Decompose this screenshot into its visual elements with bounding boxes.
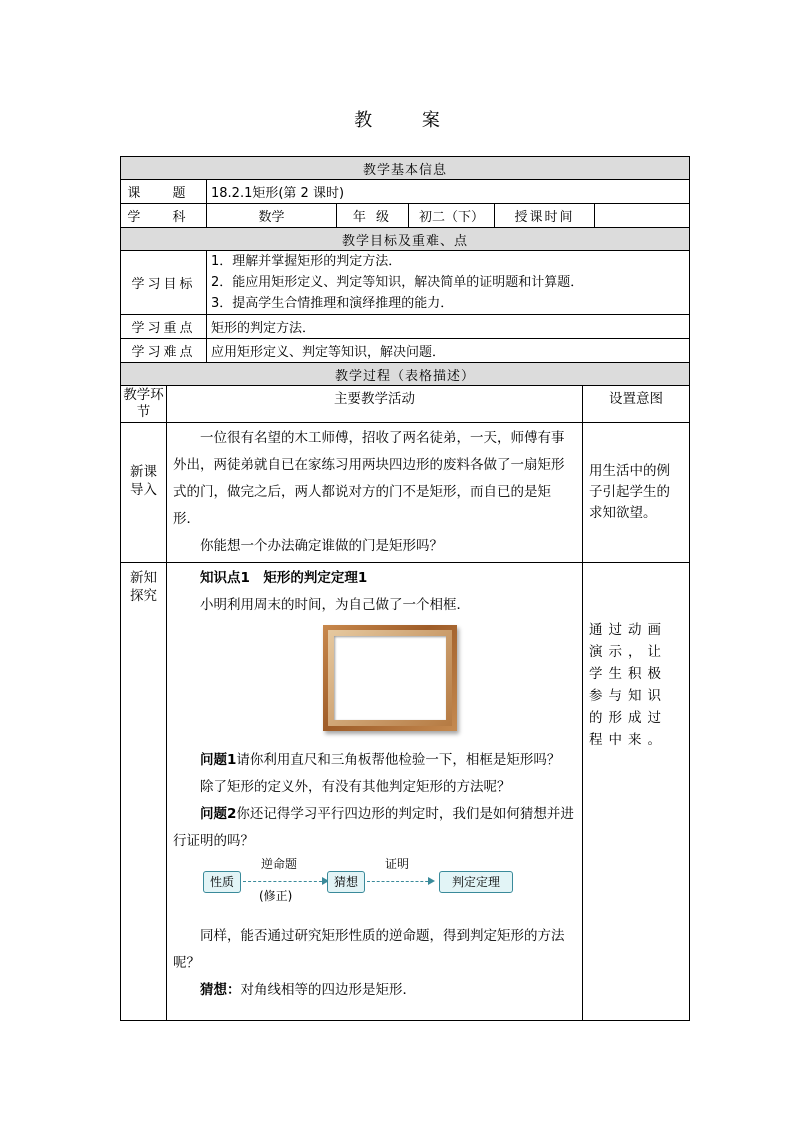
intro-purpose: 用生活中的例子引起学生的求知欲望。 (583, 423, 690, 563)
intro-question: 你能想一个办法确定谁做的门是矩形吗？ (200, 538, 443, 554)
conjecture-label: 猜想： (200, 982, 241, 998)
intro-activity (167, 423, 583, 563)
subject-label: 学 科 (121, 204, 207, 228)
subject-value: 数学 (207, 204, 337, 228)
conjecture-text: 对角线相等的四边形是矩形． (240, 982, 416, 998)
question-1-text: 请你利用直尺和三角板帮他检验一下，相框是矩形吗？ (236, 752, 561, 768)
section-process-title: 教学过程（表格描述） (121, 363, 690, 386)
question-2-label: 问题2 (200, 806, 237, 822)
flow-arrow-1-bottom-label: (修正) (259, 889, 293, 903)
time-value (595, 204, 690, 228)
flow-box-property: 性质 (203, 871, 241, 893)
topic-label: 课 题 (121, 180, 207, 204)
flow-arrow-2-top-label: 证明 (385, 857, 410, 871)
process-table (120, 385, 690, 1021)
reasoning-flow-diagram (173, 857, 576, 915)
time-label: 授课时间 (495, 204, 595, 228)
flow-box-theorem: 判定定理 (439, 871, 513, 893)
section-goals-title: 教学目标及重难、点 (121, 228, 690, 251)
flow-arrow-1-top-label: 逆命题 (261, 857, 298, 871)
objective-item: 2．能应用矩形定义、判定等知识，解决简单的证明题和计算题． (211, 275, 584, 290)
col-stage-header: 教学环节 (121, 386, 167, 423)
flow-arrow-converse (243, 881, 327, 882)
explore-line-3: 同样，能否通过研究矩形性质的逆命题，得到判定矩形的方法呢？ (173, 928, 565, 971)
question-1-label: 问题1 (200, 752, 237, 768)
objective-item: 1．理解并掌握矩形的判定方法． (211, 254, 402, 269)
explore-activity (167, 563, 583, 1021)
topic-value: 18.2.1矩形(第 2 课时) (207, 180, 690, 204)
knowledge-point-title: 知识点1 矩形的判定定理1 (200, 570, 368, 586)
col-purpose-header: 设置意图 (583, 386, 690, 423)
page-title: 教 案 (354, 110, 462, 131)
grade-value: 初二（下） (409, 204, 495, 228)
explore-line-2: 除了矩形的定义外，有没有其他判定矩形的方法呢？ (200, 779, 511, 795)
section-basic-title: 教学基本信息 (121, 157, 690, 180)
difficulty-value: 应用矩形定义、判定等知识，解决问题． (207, 339, 690, 363)
photo-frame-image (323, 625, 457, 731)
explore-purpose: 通过动画演示，让学生积极参与知识的形成过程中来。 (583, 563, 690, 1021)
objective-list (207, 251, 690, 315)
key-point-value: 矩形的判定方法． (207, 315, 690, 339)
explore-stage: 新知探究 (121, 563, 167, 1021)
process-header-row (121, 386, 690, 423)
col-activity-header: 主要教学活动 (167, 386, 583, 423)
grade-label: 年 级 (337, 204, 409, 228)
flow-arrow-proof (367, 881, 433, 882)
objective-label: 学习目标 (121, 251, 207, 315)
flow-box-conjecture: 猜想 (327, 871, 365, 893)
question-2-text: 你还记得学习平行四边形的判定时，我们是如何猜想并进行证明的吗？ (173, 806, 574, 849)
key-point-label: 学习重点 (121, 315, 207, 339)
intro-paragraph: 一位很有名望的木工师傅，招收了两名徒弟，一天，师傅有事外出，两徒弟就自已在家练习用两块四边形的废料各做了一扇矩形式的门，做完之后，两人都说对方的门不是矩形，而自已的是矩形． (173, 430, 565, 527)
intro-row (121, 423, 690, 563)
objective-item: 3．提高学生合情推理和演绎推理的能力． (211, 296, 454, 311)
basic-info-table (120, 156, 690, 386)
explore-row (121, 563, 690, 1021)
explore-line-1: 小明利用周末的时间，为自己做了一个相框． (200, 597, 470, 613)
difficulty-label: 学习难点 (121, 339, 207, 363)
intro-stage: 新课导入 (121, 423, 167, 563)
